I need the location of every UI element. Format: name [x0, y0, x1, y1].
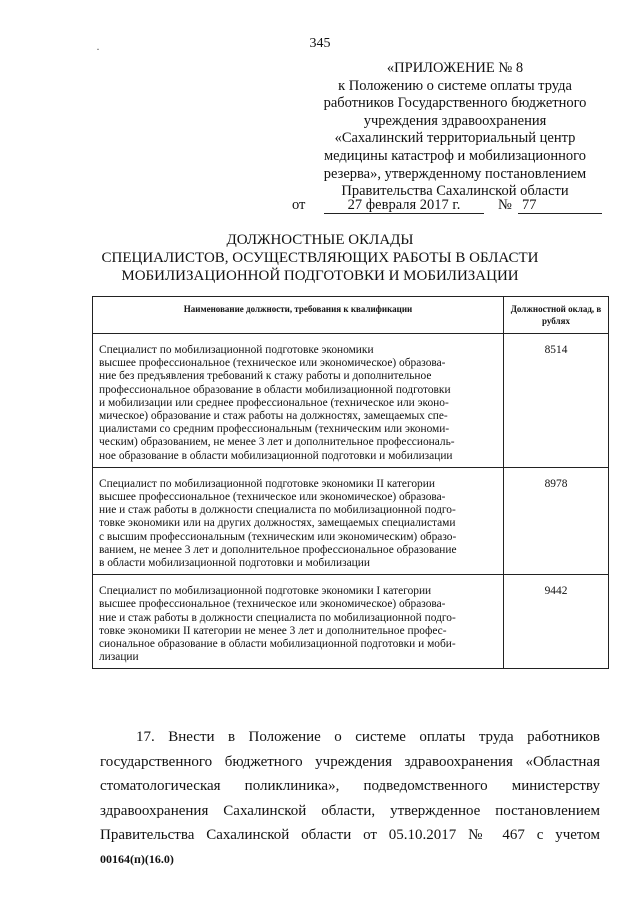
description-line: лизации	[99, 651, 139, 664]
description-line: ванием, не менее 3 лет и дополнительное профессиональное образование	[99, 543, 457, 556]
description-line: высшее профессиональное (техническое или экономическое) образова-	[99, 357, 446, 370]
appendix-line: «ПРИЛОЖЕНИЕ № 8	[386, 60, 524, 76]
scan-speck: ·	[96, 42, 100, 56]
decree-date: 27 февраля 2017 г.	[324, 197, 484, 214]
position-description	[93, 467, 504, 574]
date-prefix: от	[292, 197, 306, 213]
position-description	[93, 334, 504, 468]
description-line: Специалист по мобилизационной подготовке экономики I категории	[99, 585, 432, 598]
description-line: высшее профессиональное (техническое или экономическое) образова-	[99, 491, 446, 504]
appendix-line: медицины катастроф и мобилизационного	[324, 147, 586, 164]
description-line: ние и стаж работы в должности специалиста по мобилизационной подго-	[99, 611, 456, 624]
title-line: СПЕЦИАЛИСТОВ, ОСУЩЕСТВЛЯЮЩИХ РАБОТЫ В ОБЛАСТИ	[101, 250, 539, 266]
appendix-line: работников Государственного бюджетного	[323, 95, 587, 112]
description-line: высшее профессиональное (техническое или экономическое) образова-	[99, 598, 446, 611]
description-line: и мобилизации или среднее профессиональное (техническое или эконо-	[99, 396, 449, 409]
salary-value: 8514	[504, 334, 609, 468]
appendix-line: учреждения здравоохранения	[363, 112, 547, 129]
number-sign: №	[498, 197, 512, 213]
header-position: Наименование должности, требования к квалификации	[93, 297, 504, 334]
header-salary: Должностной оклад, в рублях	[504, 297, 609, 334]
description-line: Специалист по мобилизационной подготовке экономики II категории	[99, 477, 435, 490]
table-header-row	[93, 297, 609, 334]
appendix-line: резерва», утвержденному постановлением	[323, 165, 587, 182]
salary-value: 9442	[504, 575, 609, 669]
paragraph-17: 17. Внести в Положение о системе оплаты труда работников государственного бюджетного учреждения здравоохранения «Областная стоматологическая поликлиника», подведомственного министерству здравоохранения Сахалинской области, утвержденное постановлением Правительства Сахалинской области от 05.10.2017 № 467 с учетом	[100, 729, 600, 843]
appendix-line: «Сахалинский территориальный центр	[334, 130, 576, 147]
description-line: ние без предъявления требований к стажу работы и дополнительное	[99, 370, 432, 383]
description-line: циалистами со средним профессиональным (техническим или экономи-	[99, 423, 450, 436]
position-description	[93, 575, 504, 669]
description-line: с высшим профессиональным (техническим или экономическим) образо-	[99, 530, 457, 543]
appendix-line: Правительства Сахалинской области	[341, 183, 569, 200]
appendix-header	[300, 60, 610, 201]
salary-table	[92, 296, 609, 669]
page-number: 345	[309, 36, 331, 51]
description-line: профессиональное образование в области мобилизационной подготовки	[99, 383, 451, 396]
description-line: ческим) образованием, не менее 3 лет и дополнительное профессиональ-	[99, 436, 455, 449]
decree-number: 77	[518, 197, 602, 214]
appendix-line: к Положению о системе оплаты труда	[338, 77, 572, 94]
description-line: сиональное образование в области мобилизационной подготовки и моби-	[99, 638, 456, 651]
table-row	[93, 575, 609, 669]
description-line: товке экономики II категории не менее 3 лет и дополнительное профес-	[99, 624, 447, 637]
description-line: товке экономики или на других должностях, замещаемых специалистами	[99, 517, 456, 530]
salary-value: 8978	[504, 467, 609, 574]
table-row	[93, 467, 609, 574]
description-line: мическое) образование и стаж работы на должностях, замещаемых спе-	[99, 410, 448, 423]
document-code: 00164(п)(16.0)	[100, 852, 174, 866]
decree-date-line	[292, 197, 612, 215]
description-line: Специалист по мобилизационной подготовке экономики	[99, 344, 374, 356]
description-line: ние и стаж работы в должности специалиста по мобилизационной подго-	[99, 504, 456, 517]
title-line: МОБИЛИЗАЦИОННОЙ ПОДГОТОВКИ И МОБИЛИЗАЦИИ	[121, 268, 519, 284]
table-row	[93, 334, 609, 468]
description-line: ное образование в области мобилизационной подготовки и мобилизации	[99, 449, 453, 462]
document-title	[90, 231, 550, 285]
description-line: в области мобилизационной подготовки и мобилизации	[99, 557, 370, 570]
title-line: ДОЛЖНОСТНЫЕ ОКЛАДЫ	[226, 232, 414, 248]
